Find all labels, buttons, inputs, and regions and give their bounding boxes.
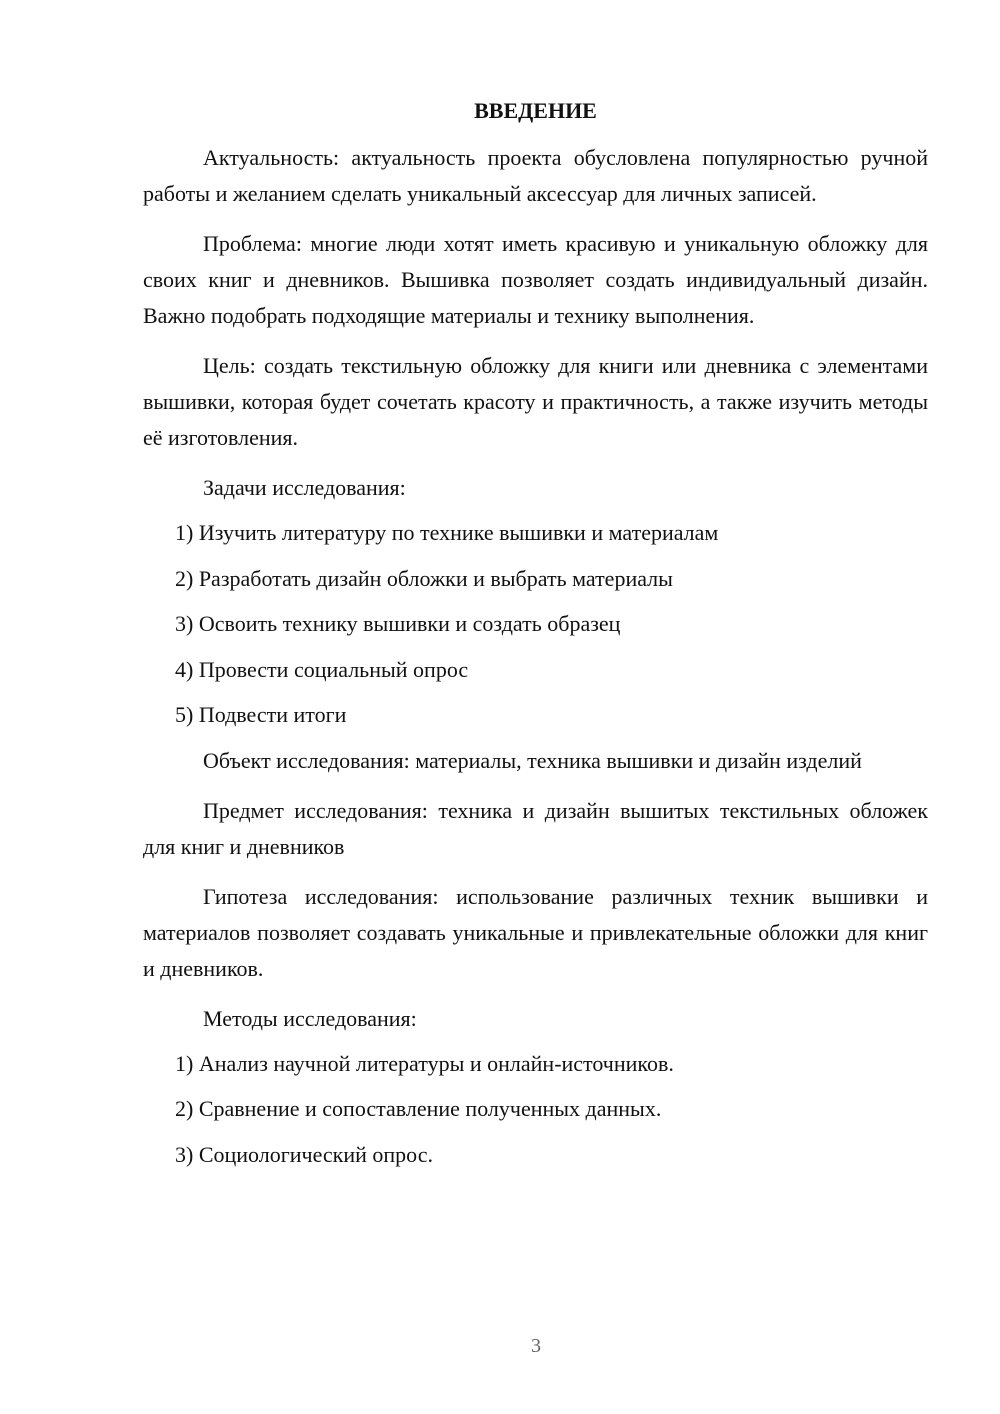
- tasks-list: [143, 515, 928, 733]
- list-item: 3) Освоить технику вышивки и создать образец: [175, 611, 621, 636]
- section-heading: ВВЕДЕНИЕ: [474, 98, 597, 123]
- paragraph-hypothesis: Гипотеза исследования: использование различных техник вышивки и материалов позволяет создавать уникальные и привлекательные обложки для книг и дневников.: [143, 883, 928, 981]
- paragraph-goal: Цель: создать текстильную обложку для книги или дневника с элементами вышивки, которая будет сочетать красоту и практичность, а также изучить методы её изготовления.: [143, 353, 928, 450]
- paragraph-object: Объект исследования: материалы, техника вышивки и дизайн изделий: [203, 747, 862, 773]
- tasks-label: Задачи исследования:: [203, 475, 406, 500]
- list-item: 1) Анализ научной литературы и онлайн-источников.: [175, 1050, 674, 1076]
- page-content: [143, 96, 928, 1182]
- list-item: 2) Сравнение и сопоставление полученных данных.: [175, 1096, 662, 1121]
- page-number: 3: [531, 1335, 541, 1357]
- list-item: 1) Изучить литературу по технике вышивки и материалам: [175, 520, 719, 545]
- list-item: 4) Провести социальный опрос: [175, 656, 469, 682]
- paragraph-problem: Проблема: многие люди хотят иметь красивую и уникальную обложку для своих книг и дневников. Вышивка позволяет создать индивидуальный дизайн. Важно подобрать подходящие материалы и технику выполнения.: [143, 231, 928, 328]
- methods-list: [143, 1046, 928, 1173]
- paragraph-subject: Предмет исследования: техника и дизайн вышитых текстильных обложек для книг и дневников: [143, 797, 928, 859]
- list-item: 3) Социологический опрос.: [175, 1141, 433, 1167]
- list-item: 2) Разработать дизайн обложки и выбрать материалы: [175, 565, 673, 591]
- list-item: 5) Подвести итоги: [175, 702, 347, 727]
- methods-label: Методы исследования:: [203, 1005, 417, 1031]
- paragraph-relevance: Актуальность: актуальность проекта обусловлена популярностью ручной работы и желанием сделать уникальный аксессуар для личных записей.: [143, 145, 928, 206]
